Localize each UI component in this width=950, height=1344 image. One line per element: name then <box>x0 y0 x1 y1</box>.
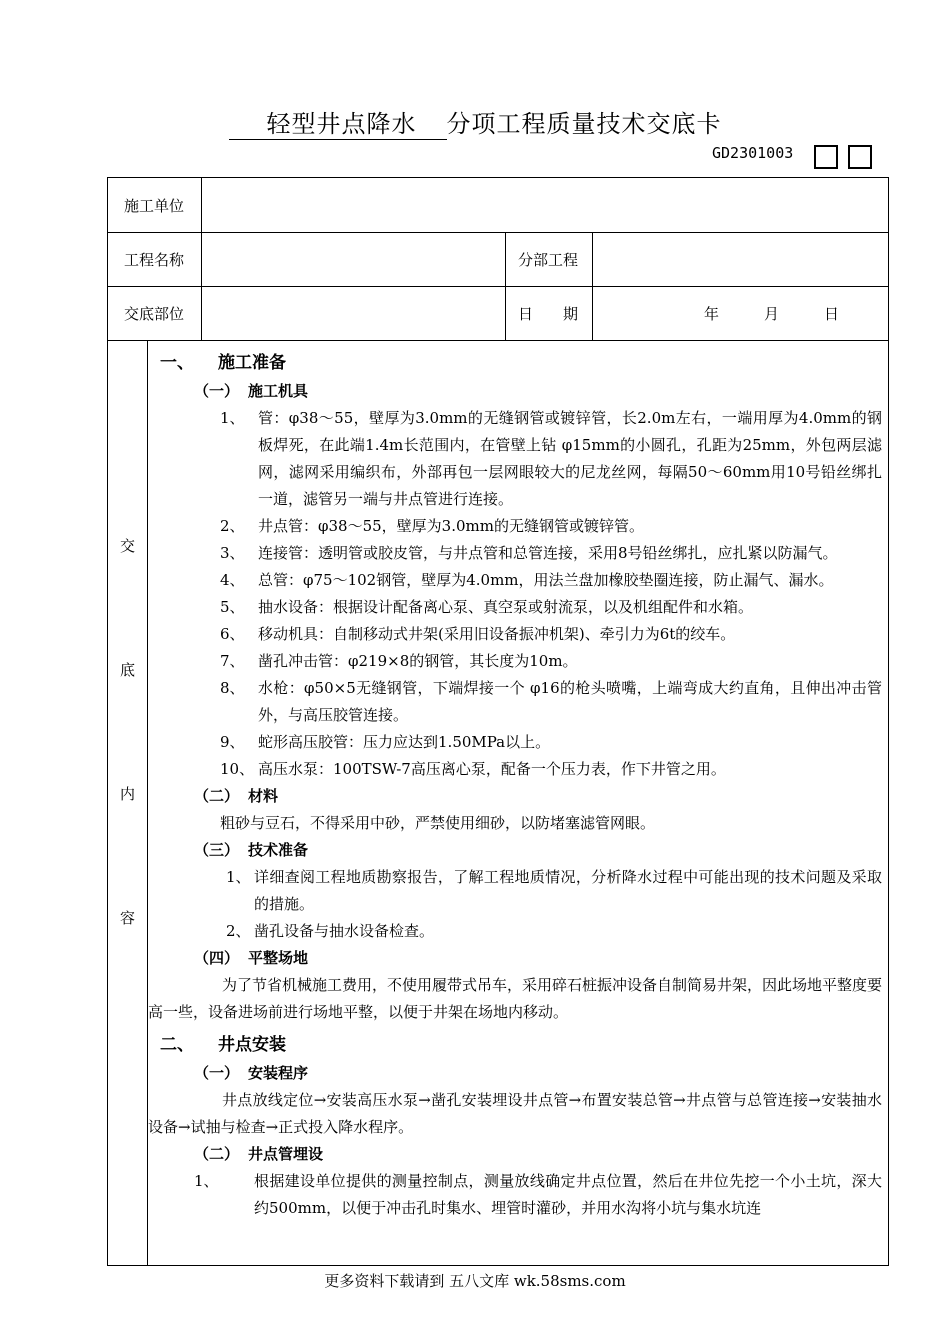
subsection-heading: （三） 技术准备 <box>194 841 309 859</box>
list-item: 1、 根据建设单位提供的测量控制点，测量放线确定井点位置，然后在井位先挖一个小土坑，深大约500mm，以便于冲击孔时集水、埋管时灌砂，并用水沟将小坑与集水坑连 <box>194 1172 882 1217</box>
col-divider <box>201 178 202 340</box>
list-item: 9、 蛇形高压胶管：压力应达到1.50MPa以上。 <box>220 733 551 751</box>
subsection-heading: （四） 平整场地 <box>194 949 309 967</box>
project-label: 工程名称 <box>124 251 185 269</box>
division-label: 分部工程 <box>518 251 579 269</box>
row-divider <box>108 286 888 287</box>
subsection-heading: （一） 安装程序 <box>194 1064 309 1082</box>
site-text: 为了节省机械施工费用，不使用履带式吊车，采用碎石桩振冲设备自制简易井架，因此场地平整度要高一些，设备进场前进行场地平整，以便于井架在场地内移动。 <box>148 976 883 1021</box>
list-item: 2、 凿孔设备与抽水设备检查。 <box>226 922 435 940</box>
location-label: 交底部位 <box>124 305 185 323</box>
side-label-char: 底 <box>120 661 136 679</box>
col-divider <box>592 232 593 340</box>
footer-link[interactable]: 更多资料下载请到 五八文库 wk.58sms.com <box>324 1272 626 1290</box>
subsection-heading: （二） 材料 <box>194 787 279 805</box>
list-item: 1、 管：φ38～55，壁厚为3.0mm的无缝钢管或镀锌管，长2.0m左右，一端用厚为4.0mm的钢板焊死，在此端1.4m长范围内，在管壁上钻 φ15mm的小圆孔，孔距为25mm，外包两层滤网，滤网采用编织布，外部再包一层网眼较大的尼龙丝网，每隔50～60mm用10号铅丝绑扎一道，滤管另一端与井点管进行连接。 <box>220 409 882 508</box>
title-rest: 分项工程质量技术交底卡 <box>446 110 722 138</box>
list-item: 2、 井点管：φ38～55，壁厚为3.0mm的无缝钢管或镀锌管。 <box>220 517 644 535</box>
col-divider <box>505 232 506 340</box>
row-divider <box>108 232 888 233</box>
date-label: 日 期 <box>518 305 579 323</box>
checkbox-1[interactable] <box>814 145 838 169</box>
list-item: 3、 连接管：透明管或胶皮管，与井点管和总管连接，采用8号铅丝绑扎，应扎紧以防漏气。 <box>220 544 838 562</box>
list-item: 7、 凿孔冲击管：φ219×8的钢管，其长度为10m。 <box>220 652 578 670</box>
list-item: 4、 总管：φ75～102钢管，壁厚为4.0mm，用法兰盘加橡胶垫圈连接，防止漏气、漏水。 <box>220 571 834 589</box>
section-heading: 一、 施工准备 <box>160 353 286 373</box>
side-label-char: 内 <box>120 785 136 803</box>
list-item: 8、 水枪：φ50×5无缝钢管，下端焊接一个 φ16的枪头喷嘴，上端弯成大约直角，且伸出冲击管外，与高压胶管连接。 <box>220 679 882 724</box>
disclosure-table <box>107 177 889 1266</box>
procedure-text: 井点放线定位→安装高压水泵→凿孔安装埋设井点管→布置安装总管→井点管与总管连接→安装抽水设备→试抽与检查→正式投入降水程序。 <box>148 1091 882 1136</box>
date-value: 年 月 日 <box>704 305 840 323</box>
title-underlined-part: 轻型井点降水 <box>229 104 447 140</box>
subsection-heading: （二） 井点管埋设 <box>194 1145 324 1163</box>
checkbox-2[interactable] <box>848 145 872 169</box>
list-item: 10、 高压水泵：100TSW-7高压离心泵，配备一个压力表，作下井管之用。 <box>220 760 726 778</box>
document-code: GD2301003 <box>712 144 794 162</box>
materials-text: 粗砂与豆石，不得采用中砂，严禁使用细砂，以防堵塞滤管网眼。 <box>220 814 656 832</box>
disclosure-content <box>148 348 882 1222</box>
row-divider <box>108 340 888 341</box>
side-label-char: 交 <box>120 537 136 555</box>
subsection-heading: （一） 施工机具 <box>194 382 309 400</box>
section-heading: 二、 井点安装 <box>160 1035 286 1055</box>
list-item: 1、 详细查阅工程地质勘察报告，了解工程地质情况，分析降水过程中可能出现的技术问题及采取的措施。 <box>226 868 882 913</box>
document-title <box>0 104 950 140</box>
list-item: 6、 移动机具：自制移动式井架(采用旧设备振冲机架)、牵引力为6t的绞车。 <box>220 625 736 643</box>
list-item: 5、 抽水设备：根据设计配备离心泵、真空泵或射流泵，以及机组配件和水箱。 <box>220 598 754 616</box>
side-label-char: 容 <box>120 909 136 927</box>
unit-label: 施工单位 <box>124 197 185 215</box>
